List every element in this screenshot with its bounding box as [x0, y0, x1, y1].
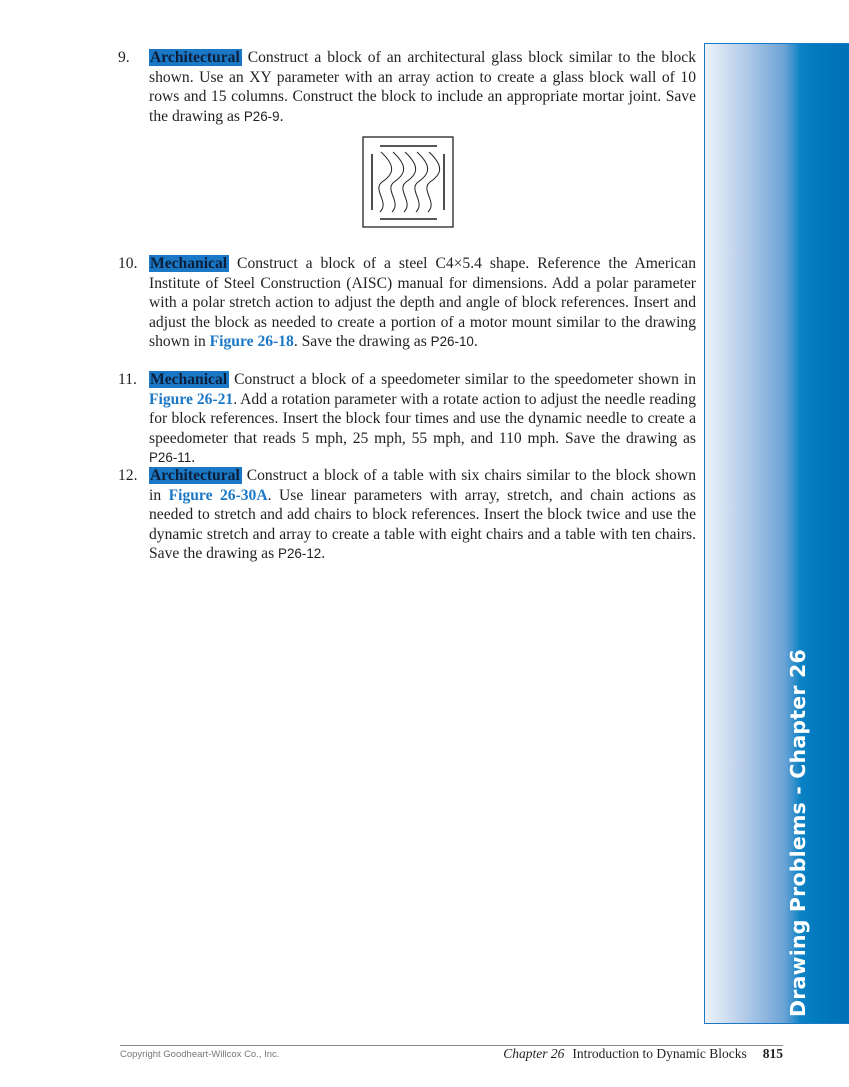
problem-9	[118, 48, 696, 126]
problem-text: Construct a block of a steel C4×5.4 shape. Reference the American Institute of Steel Construction (AISC) manual for dimensions. Add a polar parameter with a polar stretch action to adjust the depth and angle of block references. Insert and adjust the block as needed to create a portion of a motor mount similar to the drawing shown in	[149, 255, 696, 350]
category-tag: Architectural	[150, 467, 240, 484]
problem-text: Construct a block of a speedometer similar to the speedometer shown in	[229, 371, 696, 388]
filename: P26-11	[149, 450, 192, 465]
problem-number: 12.	[118, 467, 138, 484]
problem-number: 9.	[118, 49, 130, 66]
category-tag: Mechanical	[150, 255, 228, 272]
glass-block-figure	[362, 136, 454, 228]
copyright-notice: Copyright Goodheart-Willcox Co., Inc.	[120, 1049, 280, 1060]
figure-reference-link[interactable]: Figure 26-30A	[168, 486, 268, 504]
footer-chapter: Chapter 26	[503, 1046, 565, 1061]
side-tab-label: Drawing Problems - Chapter 26	[786, 649, 810, 1017]
problem-text-after: . Add a rotation parameter with a rotate action to adjust the needle reading for block references. Insert the block four times and use the dynamic needle to create a speedometer that reads 5 mph, 25 mph, 55 mph, and 110 mph. Save the drawing as	[149, 390, 696, 447]
problem-text-after: . Use linear parameters with array, stretch, and chain actions as needed to stretch and add chairs to block references. Insert the block twice and use the dynamic stretch and array to create a table with eight chairs and a table with ten chairs. Save the drawing as	[149, 486, 696, 562]
category-tag: Mechanical	[150, 371, 228, 388]
problem-number: 10.	[118, 255, 138, 272]
glass-block-icon	[362, 136, 454, 228]
period: .	[473, 333, 478, 350]
problem-10	[118, 254, 696, 352]
period: .	[191, 449, 196, 466]
page-number: 815	[762, 1046, 783, 1061]
period: .	[321, 545, 326, 562]
figure-reference-link[interactable]: Figure 26-18	[209, 333, 294, 350]
problem-number: 11.	[118, 371, 137, 388]
filename: P26-10	[430, 334, 474, 349]
running-footer	[503, 1046, 783, 1062]
category-tag: Architectural	[150, 49, 240, 66]
problem-11	[118, 370, 696, 468]
problem-text: Construct a block of a table with six chairs similar to the block shown in	[149, 467, 696, 504]
problem-text-after: . Save the drawing as	[293, 333, 431, 350]
figure-reference-link[interactable]: Figure 26-21	[149, 390, 234, 408]
problem-12	[118, 466, 696, 564]
problem-text: Construct a block of an architectural glass block similar to the block shown. Use an XY parameter with an array action to create a glass block wall of 10 rows and 15 columns. Construct the block to include an appropriate mortar joint. Save the drawing as	[149, 49, 696, 125]
period: .	[279, 107, 284, 125]
filename: P26-12	[278, 546, 322, 561]
chapter-side-tab	[704, 43, 849, 1024]
filename: P26-9	[243, 108, 280, 124]
footer-chapter-title: Introduction to Dynamic Blocks	[572, 1046, 747, 1061]
